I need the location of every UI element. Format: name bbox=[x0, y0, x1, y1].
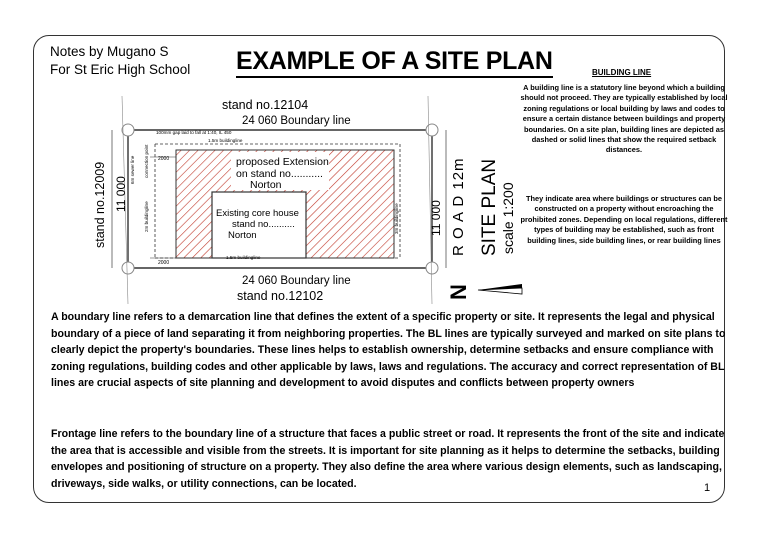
stand-bottom-label: stand no.12102 bbox=[237, 289, 324, 303]
stand-top-label: stand no.12104 bbox=[222, 98, 309, 112]
extension-label-line-2: on stand no........... bbox=[236, 168, 323, 180]
frontage-line-paragraph: Frontage line refers to the boundary line of a structure that faces a public street or road. It represents the front of the site and indicate the area that is accessible and visible from the streets. It is important for site planning as it helps to determine the setbacks, building envelopes and positioning of structure on a property. They also define the area where various design elements, such as landscaping, driveways, side walks, or utility connections, can be located. bbox=[51, 428, 725, 490]
building-line-bottom-label: 1.5m buildingline bbox=[226, 255, 261, 260]
dim-left-label: 11 000 bbox=[114, 176, 128, 212]
boundary-line-paragraph: A boundary line refers to a demarcation line that defines the extent of a specific property or site. It represents the legal and physical boundary of a piece of land separating it from neighboring properties. The BL lines are typically surveyed and marked on site plans to clearly depict the property's boundaries. These lines helps to establish ownership, determine setbacks and ensure compliance with zoning regulations, building codes and other applicable by laws, laws and regulations. The accuracy and correct representation of BL lines are crucial aspects of site planning and development to avoid disputes and conflicts between property owners bbox=[51, 311, 726, 390]
page-title: EXAMPLE OF A SITE PLAN bbox=[236, 46, 553, 78]
building-line-right-label: 3m buildingline bbox=[394, 203, 399, 234]
building-line-paragraph-2: They indicate area where buildings or structures can be constructed on a property without encroaching the prohibited zones. Depending on local regulations, different types of building may be established, such as front building lines, side building lines, or rear building lines bbox=[520, 194, 728, 245]
boundary-top-label: 24 060 Boundary line bbox=[242, 115, 351, 127]
page-number: 1 bbox=[704, 482, 711, 494]
corner-peg-top-left bbox=[122, 124, 134, 136]
extension-label-line-3: Norton bbox=[250, 179, 282, 191]
notes-school: For St Eric High School bbox=[50, 62, 191, 77]
scale-label: scale 1:200 bbox=[500, 182, 516, 254]
sewer-line-label: 6m sewer line bbox=[130, 155, 135, 184]
north-label: N bbox=[446, 284, 471, 300]
connection-point-label: connection point bbox=[144, 144, 149, 178]
building-line-left-label: 2m buildingline bbox=[144, 201, 149, 232]
dim-2000-top: 2000 bbox=[158, 156, 170, 162]
dim-2000-bottom: 2000 bbox=[158, 260, 170, 266]
building-line-top-label: 1.5m buildingline bbox=[208, 138, 243, 143]
core-house-label-line-1: Existing core house bbox=[216, 208, 299, 219]
gap-note: 100mm gap laid to fall at 1:40, IL 450 bbox=[156, 130, 232, 135]
building-line-paragraph-1: A building line is a statutory line beyond which a building should not proceed. They are typically established by local zoning regulations or local building by laws and codes to ensure a certain distance between buildings and property boundaries. On a site plan, building lines are depicted as dashed or solid lines that show the required setback distances. bbox=[520, 83, 728, 155]
boundary-bottom-label: 24 060 Boundary line bbox=[242, 275, 351, 287]
corner-peg-top-right bbox=[426, 124, 438, 136]
notes-author: Notes by Mugano S bbox=[50, 44, 169, 59]
dim-right-label: 11 000 bbox=[429, 200, 443, 236]
corner-peg-bottom-right bbox=[426, 262, 438, 274]
extension-label-line-1: proposed Extension bbox=[236, 156, 329, 168]
corner-peg-bottom-left bbox=[122, 262, 134, 274]
site-plan-label: SITE PLAN bbox=[479, 158, 500, 256]
stand-left-label: stand no.12009 bbox=[93, 161, 107, 248]
road-label: R O A D 12m bbox=[450, 157, 467, 256]
building-line-heading: BUILDING LINE bbox=[592, 68, 652, 77]
core-house-label-line-3: Norton bbox=[228, 230, 257, 241]
core-house-label-line-2: stand no.......... bbox=[232, 219, 295, 230]
